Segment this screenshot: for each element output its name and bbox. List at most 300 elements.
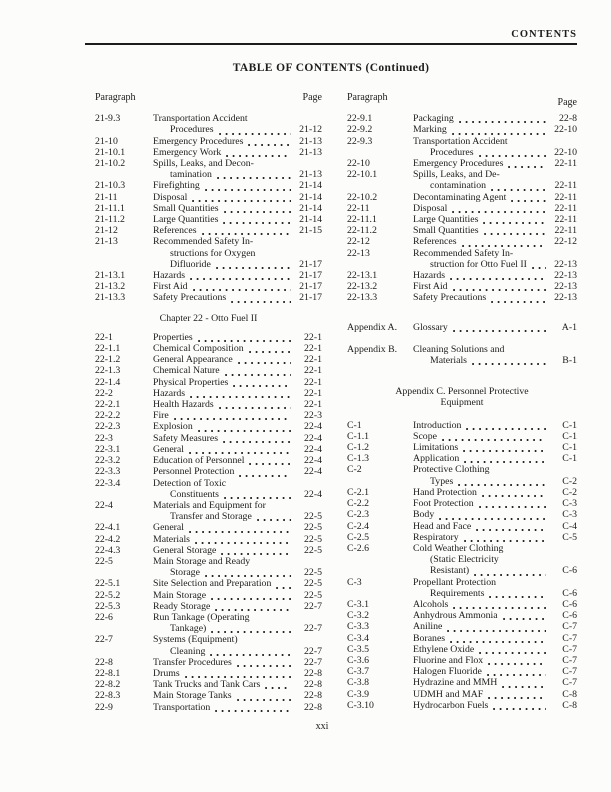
entry-body (413, 270, 577, 281)
entry-body (413, 599, 577, 610)
entry-line (153, 623, 322, 634)
entry-line (413, 420, 577, 431)
entry-line (153, 410, 322, 421)
entry-title: Run Tankage (Operating (153, 611, 250, 623)
entry-line (413, 521, 577, 532)
entry-title: contamination (430, 180, 487, 192)
entry-line (153, 690, 322, 701)
entry-page-number: C-8 (562, 699, 577, 711)
entry-body (153, 556, 322, 578)
entry-line (153, 556, 322, 567)
page-title: TABLE OF CONTENTS (Continued) (232, 62, 430, 74)
section-heading-line: Equipment (440, 397, 484, 409)
entry-page-number: C-7 (562, 621, 577, 633)
entry-title: Firefighting (153, 180, 200, 192)
dot-leader (219, 407, 291, 409)
entry-page-number: 21-17 (299, 258, 322, 270)
entry-page-number: 21-15 (299, 225, 322, 237)
toc-entry (95, 147, 322, 158)
toc-entry (347, 420, 577, 431)
entry-line (413, 588, 577, 599)
paragraph-number: 22-3.2 (95, 455, 121, 467)
paragraph-number: 22-5.1 (95, 578, 121, 590)
entry-line (153, 511, 322, 522)
dot-leader (453, 330, 546, 332)
dot-leader (472, 363, 546, 365)
dot-leader (248, 144, 291, 146)
entry-title: Chemical Nature (153, 365, 220, 377)
entry-line (153, 590, 322, 601)
dot-leader (439, 518, 546, 520)
entry-page-number: B-1 (562, 355, 577, 367)
toc-column-right (347, 92, 577, 713)
dot-leader (447, 630, 546, 632)
dot-leader (221, 553, 291, 555)
entry-line (413, 431, 577, 442)
entry-title: Limitations (413, 442, 459, 454)
entry-title: Spills, Leaks, and De- (413, 169, 500, 181)
entry-line (153, 248, 322, 259)
entry-title: Constituents (170, 488, 219, 500)
entry-page-number: 22-4 (304, 443, 322, 455)
entry-line (413, 203, 577, 214)
paragraph-number: C-1.3 (347, 453, 370, 465)
paragraph-number: 22-8.2 (95, 679, 121, 691)
entry-page-number: 22-5 (304, 511, 322, 523)
paragraph-number: 21-10.3 (95, 180, 126, 192)
entry-title: (Static Electricity (430, 554, 499, 566)
toc-entry (95, 136, 322, 147)
entry-line (413, 281, 577, 292)
entry-body (413, 700, 577, 711)
toc-entry (95, 203, 322, 214)
paragraph-number: 22-5 (95, 555, 113, 567)
entry-page-number: 22-7 (304, 600, 322, 612)
entry-page-number: 22-5 (304, 567, 322, 579)
entry-body (413, 677, 577, 688)
dot-leader (453, 607, 546, 609)
entry-title: Disposal (413, 202, 448, 214)
paragraph-number: 22-9.3 (347, 135, 373, 147)
entry-page-number: C-7 (562, 654, 577, 666)
paragraph-number: 22-8.3 (95, 690, 121, 702)
entry-line (413, 655, 577, 666)
paragraph-number: C-1 (347, 419, 362, 431)
entry-line (153, 433, 322, 444)
entry-line (413, 124, 577, 135)
entry-title: References (413, 236, 457, 248)
toc-entry (347, 621, 577, 632)
entry-line (153, 236, 322, 247)
entry-title: Scope (413, 430, 437, 442)
paragraph-number: 22-1.4 (95, 376, 121, 388)
dot-leader (223, 222, 291, 224)
paragraph-number: 22-13.2 (347, 281, 378, 293)
paragraph-number: 22-3.4 (95, 477, 121, 489)
entry-line (153, 147, 322, 158)
entry-title: Resistant) (430, 565, 470, 577)
entry-line (413, 464, 577, 475)
toc-entry (95, 478, 322, 500)
dot-leader (532, 267, 546, 269)
entry-line (413, 532, 577, 543)
toc-entry (95, 578, 322, 589)
entry-body (153, 332, 322, 343)
entry-page-number: 22-8 (304, 701, 322, 713)
paragraph-number: 22-1 (95, 331, 113, 343)
entry-body (153, 534, 322, 545)
entry-body (153, 433, 322, 444)
entry-page-number: 22-11 (554, 180, 577, 192)
entry-body (153, 421, 322, 432)
dot-leader (211, 598, 291, 600)
entry-page-number: 22-8 (304, 690, 322, 702)
entry-line (153, 522, 322, 533)
entry-page-number: C-1 (562, 442, 577, 454)
toc-entry (347, 532, 577, 543)
entry-line (413, 113, 577, 124)
toc-entry (95, 679, 322, 690)
dot-leader (482, 495, 546, 497)
entry-line (153, 668, 322, 679)
toc-entry (347, 487, 577, 498)
entry-body (153, 113, 322, 135)
entry-line (153, 136, 322, 147)
entry-title: Foot Protection (413, 498, 474, 510)
toc-entry (347, 169, 577, 191)
entry-page-number: C-2 (562, 475, 577, 487)
paragraph-number: C-3.3 (347, 621, 370, 633)
entry-title: Safety Precautions (413, 292, 487, 304)
paragraph-number: 22-13.3 (347, 292, 378, 304)
entry-page-number: 22-1 (304, 387, 322, 399)
entry-body (413, 420, 577, 431)
entry-page-number: 21-14 (299, 180, 322, 192)
entry-page-number: A-1 (561, 321, 577, 333)
dot-leader (458, 484, 546, 486)
paragraph-number: C-3.6 (347, 654, 370, 666)
entry-line (153, 192, 322, 203)
dot-leader (224, 497, 291, 499)
entry-body (413, 124, 577, 135)
entry-title: Hazards (413, 270, 446, 282)
entry-page-number: 22-5 (304, 578, 322, 590)
entry-line (413, 577, 577, 588)
entry-page-number: 22-8 (304, 679, 322, 691)
entry-body (153, 478, 322, 500)
entry-line (153, 466, 322, 477)
dot-leader (508, 166, 546, 168)
entry-body (413, 633, 577, 644)
entry-line (153, 444, 322, 455)
entry-page-number: 22-13 (554, 281, 577, 293)
entry-title: Chemical Composition (153, 343, 244, 355)
entry-title: Difluoride (170, 258, 211, 270)
entry-body (413, 487, 577, 498)
paragraph-number: C-3.8 (347, 677, 370, 689)
entry-page-number: 21-14 (299, 191, 322, 203)
dot-leader (231, 301, 291, 303)
entry-title: Hydrazine and MMH (413, 677, 498, 689)
entry-body (413, 464, 577, 486)
toc-entry (95, 332, 322, 343)
toc-entry (347, 577, 577, 599)
entry-title: Main Storage (153, 589, 207, 601)
dot-leader (483, 222, 546, 224)
dot-leader (476, 529, 546, 531)
entry-page-number: 21-12 (299, 124, 322, 136)
toc-entry (347, 655, 577, 666)
toc-entry (347, 136, 577, 158)
paragraph-number: Appendix A. (347, 321, 398, 333)
entry-line (153, 578, 322, 589)
section-heading (95, 313, 322, 324)
entry-title: Procedures (170, 124, 214, 136)
entry-title: tamination (170, 169, 212, 181)
dot-leader (479, 506, 546, 508)
entry-page-number: 22-13 (554, 270, 577, 282)
entry-line (153, 679, 322, 690)
entry-body (413, 431, 577, 442)
entry-line (153, 203, 322, 214)
dot-leader (491, 301, 546, 303)
paragraph-number: 22-4 (95, 499, 113, 511)
entry-page-number: C-4 (562, 520, 577, 532)
entry-title: Cleaning (170, 645, 206, 657)
running-header-contents: CONTENTS (511, 29, 577, 40)
entry-title: Detection of Toxic (153, 477, 227, 489)
entry-title: Procedures (430, 146, 474, 158)
entry-page-number: 22-5 (304, 544, 322, 556)
entry-title: Materials and Equipment for (153, 499, 266, 511)
entry-body (153, 180, 322, 191)
entry-title: Transfer Procedures (153, 656, 232, 668)
toc-entry (95, 113, 322, 135)
toc-entry (95, 590, 322, 601)
paragraph-number: C-3.10 (347, 699, 374, 711)
entry-title: Aniline (413, 621, 443, 633)
toc-entry (347, 677, 577, 688)
dot-leader (190, 396, 291, 398)
entry-title: Respiratory (413, 531, 459, 543)
toc-entry (95, 702, 322, 713)
entry-body (413, 509, 577, 520)
entry-body (413, 543, 577, 577)
dot-leader (219, 133, 291, 135)
entry-line (153, 634, 322, 645)
entry-line (413, 355, 577, 366)
entry-line (153, 169, 322, 180)
entry-title: Storage (170, 567, 200, 579)
paragraph-number: 22-10 (347, 158, 370, 170)
entry-body (413, 322, 577, 333)
entry-page-number: 22-10 (554, 146, 577, 158)
dot-leader (239, 475, 291, 477)
column-headers-left (95, 92, 322, 103)
dot-leader (224, 211, 291, 213)
entry-line (413, 543, 577, 554)
entry-body (413, 666, 577, 677)
entry-line (153, 343, 322, 354)
entry-page-number: 22-4 (304, 455, 322, 467)
entry-page-number: 22-7 (304, 645, 322, 657)
dot-leader (249, 351, 291, 353)
entry-title: Transportation Accident (413, 135, 508, 147)
section-heading-line: Appendix C. Personnel Protective (395, 386, 529, 398)
toc-entry (95, 433, 322, 444)
entry-title: Hazards (153, 387, 186, 399)
paragraph-number: 22-9.2 (347, 124, 373, 136)
paragraph-number: 21-10 (95, 135, 118, 147)
paragraph-number: 22-10.2 (347, 191, 378, 203)
entry-line (413, 621, 577, 632)
section-heading (347, 386, 577, 408)
entry-title: Transportation (153, 701, 211, 713)
dot-leader (189, 452, 291, 454)
entry-page-number: C-1 (562, 419, 577, 431)
entry-body (413, 442, 577, 453)
paragraph-number: 22-2.2 (95, 410, 121, 422)
toc-entry (95, 444, 322, 455)
entry-page-number: 21-17 (299, 281, 322, 293)
entry-line (153, 601, 322, 612)
entry-title: Transfer and Storage (170, 511, 252, 523)
entry-line (413, 147, 577, 158)
entry-title: General Appearance (153, 354, 233, 366)
entry-body (413, 113, 577, 124)
entry-title: Main Storage and Ready (153, 555, 251, 567)
entry-line (153, 478, 322, 489)
entry-body (153, 668, 322, 679)
dot-leader (479, 652, 546, 654)
paragraph-number: C-3 (347, 576, 362, 588)
dot-leader (198, 340, 291, 342)
entry-body (153, 601, 322, 612)
dot-leader (452, 133, 546, 135)
toc-entry (347, 270, 577, 281)
entry-line (413, 565, 577, 576)
toc-entry (347, 124, 577, 135)
entry-title: Head and Face (413, 520, 472, 532)
entry-line (413, 476, 577, 487)
entry-title: Materials (153, 533, 190, 545)
entry-page-number: C-1 (562, 453, 577, 465)
dot-leader (493, 708, 546, 710)
entry-body (153, 192, 322, 203)
toc-entry (95, 657, 322, 668)
entry-page-number: 22-11 (554, 225, 577, 237)
entry-line (153, 421, 322, 432)
entry-title: Glossary (413, 321, 448, 333)
entry-body (413, 610, 577, 621)
entry-line (413, 509, 577, 520)
entry-line (153, 225, 322, 236)
entry-title: Packaging (413, 113, 454, 125)
entry-line (153, 646, 322, 657)
entry-line (153, 567, 322, 578)
entry-page-number: C-6 (562, 610, 577, 622)
entry-title: Body (413, 509, 435, 521)
entry-title: Safety Precautions (153, 292, 227, 304)
entry-line (153, 377, 322, 388)
paragraph-number: 22-3 (95, 432, 113, 444)
dot-leader (202, 233, 291, 235)
entry-body (413, 136, 577, 158)
dot-leader (450, 641, 546, 643)
entry-body (153, 377, 322, 388)
entry-page-number: C-8 (562, 688, 577, 700)
entry-page-number: 22-1 (304, 343, 322, 355)
entry-title: Hand Protection (413, 486, 477, 498)
toc-entry (347, 633, 577, 644)
dot-leader (463, 450, 546, 452)
entry-page-number: 22-13 (554, 258, 577, 270)
dot-leader (233, 385, 291, 387)
paragraph-number: C-3.9 (347, 688, 370, 700)
entry-body (153, 388, 322, 399)
toc-entry (347, 644, 577, 655)
entry-line (153, 657, 322, 668)
entry-line (153, 259, 322, 270)
toc-entry (347, 344, 577, 366)
entry-page-number: 22-11 (554, 158, 577, 170)
dot-leader (190, 278, 291, 280)
entry-page-number: C-5 (562, 531, 577, 543)
toc-rows-right (347, 113, 577, 711)
toc-entry (95, 522, 322, 533)
dot-leader (452, 211, 546, 213)
paragraph-number: 21-13 (95, 236, 118, 248)
entry-line (153, 702, 322, 713)
entry-body (413, 225, 577, 236)
paragraph-number: 21-13.2 (95, 281, 126, 293)
dot-leader (488, 697, 546, 699)
paragraph-number: 22-10.1 (347, 169, 378, 181)
entry-title: Health Hazards (153, 399, 214, 411)
entry-title: Emergency Procedures (413, 158, 504, 170)
toc-entry (95, 281, 322, 292)
entry-title: Ethylene Oxide (413, 643, 475, 655)
dot-leader (193, 289, 291, 291)
entry-line (413, 292, 577, 303)
entry-body (153, 702, 322, 713)
toc-entry (95, 634, 322, 656)
paragraph-number: 22-7 (95, 634, 113, 646)
dot-leader (216, 267, 291, 269)
entry-body (153, 634, 322, 656)
entry-body (153, 203, 322, 214)
entry-line (413, 610, 577, 621)
entry-page-number: 22-1 (304, 354, 322, 366)
entry-title: Application (413, 453, 460, 465)
column-gap (347, 366, 577, 376)
entry-body (413, 236, 577, 247)
entry-page-number: C-7 (562, 632, 577, 644)
entry-page-number: 22-5 (304, 533, 322, 545)
paragraph-number: 22-13 (347, 247, 370, 259)
entry-page-number: 21-14 (299, 214, 322, 226)
entry-line (413, 677, 577, 688)
dot-leader (257, 519, 291, 521)
entry-title: Physical Properties (153, 376, 229, 388)
toc-entry (95, 534, 322, 545)
entry-body (153, 578, 322, 589)
entry-body (413, 689, 577, 700)
entry-title: Protective Clothing (413, 464, 490, 476)
dot-leader (489, 596, 546, 598)
entry-line (153, 354, 322, 365)
entry-body (153, 690, 322, 701)
